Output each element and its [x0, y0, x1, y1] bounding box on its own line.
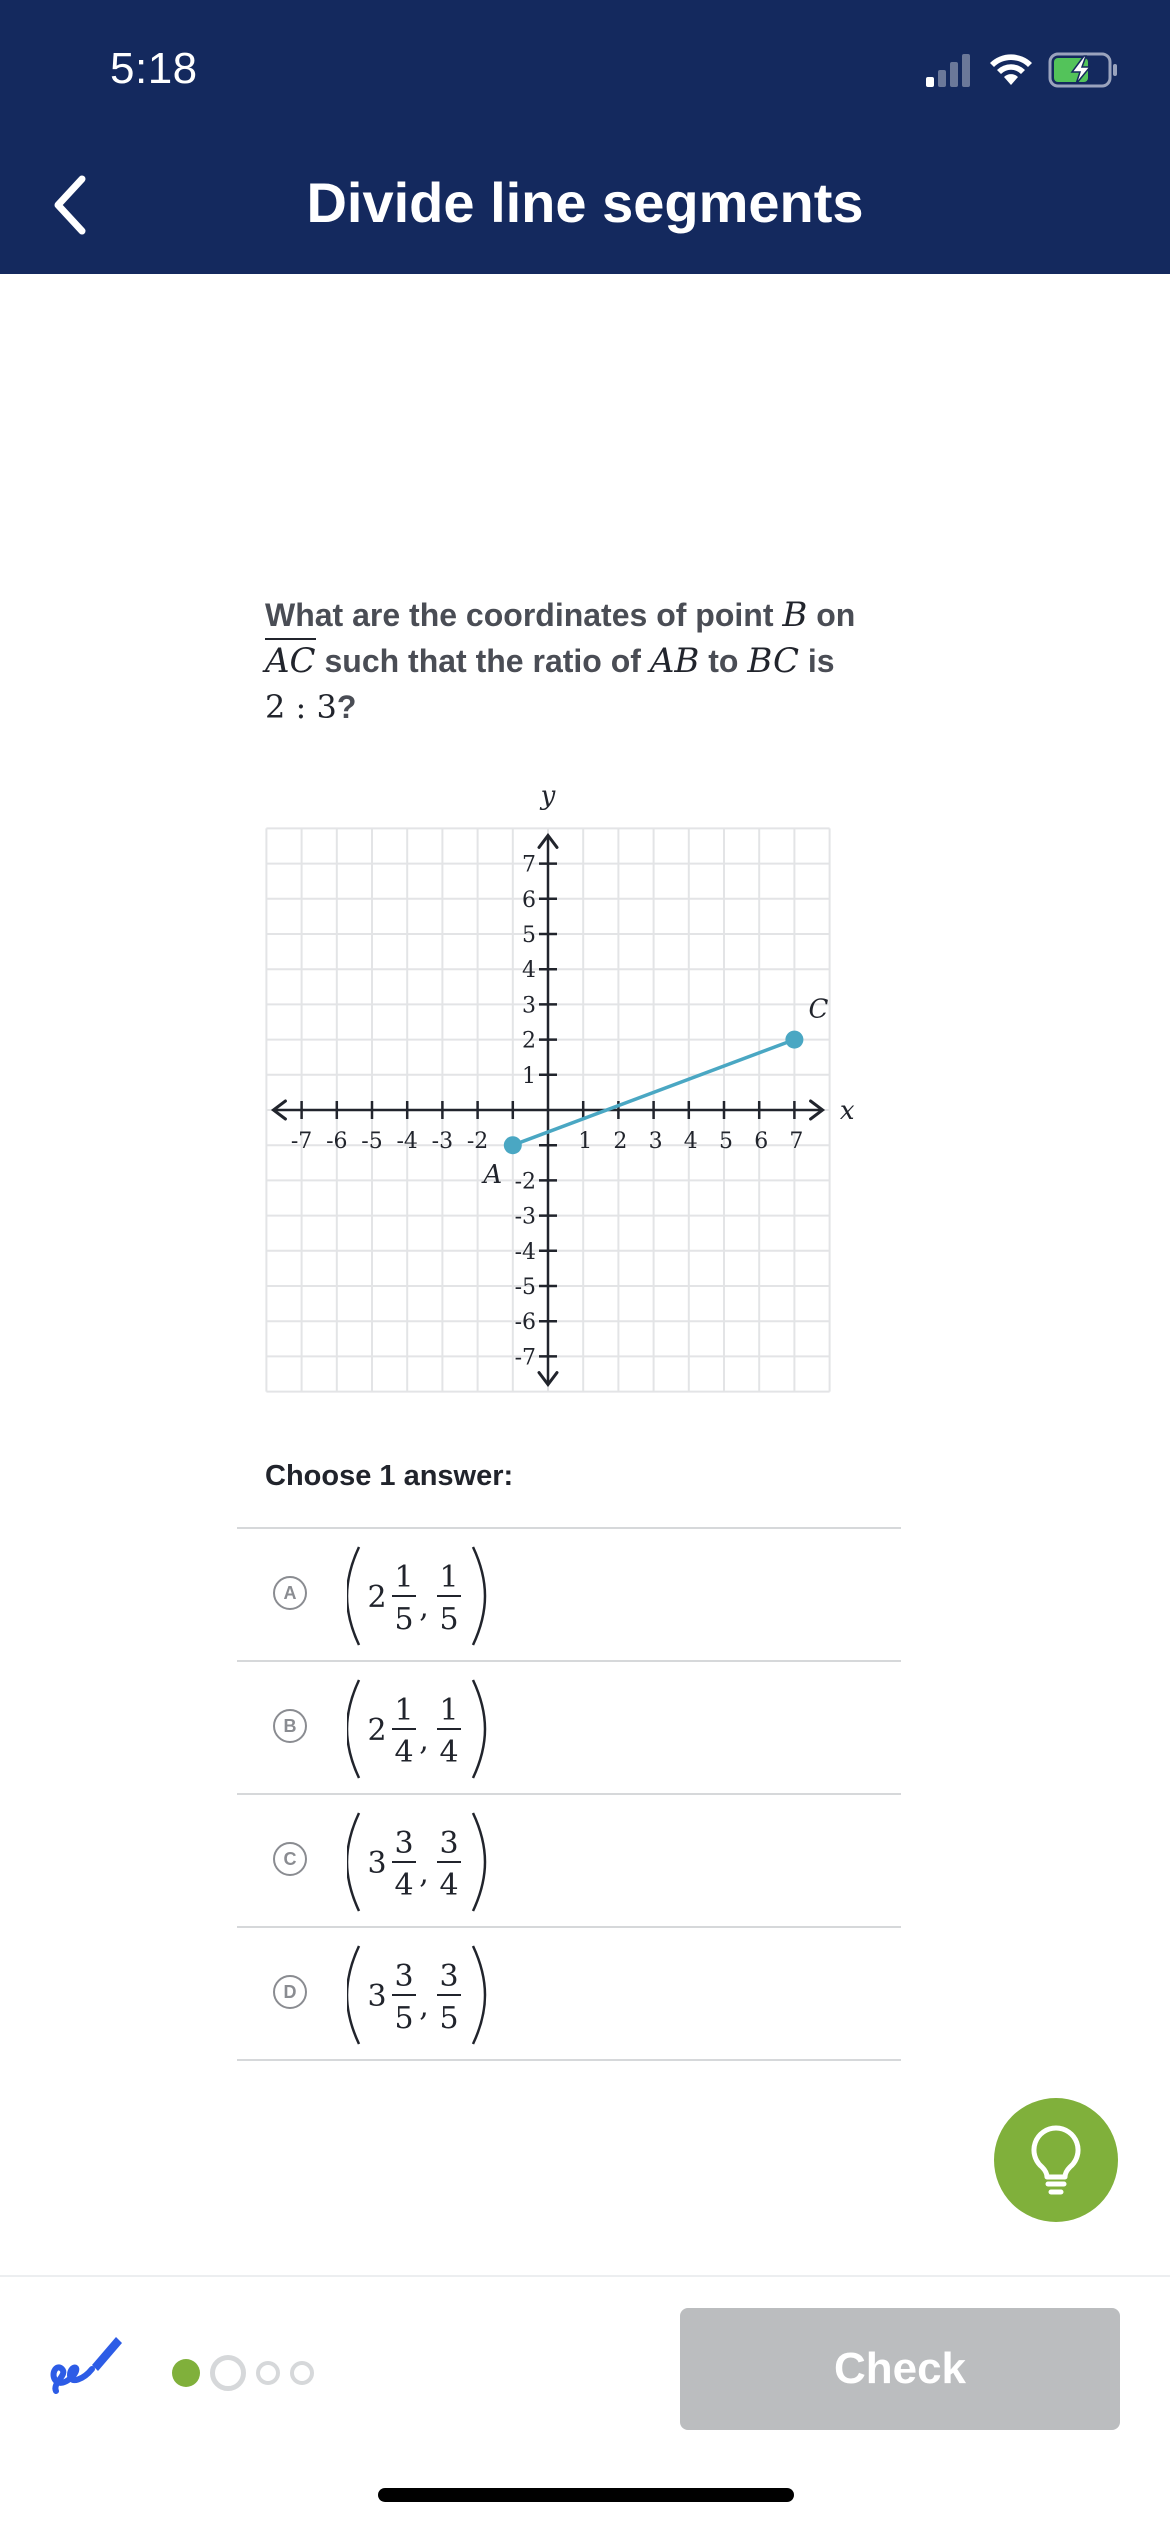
left-paren: [347, 1547, 359, 1645]
right-paren: [473, 1547, 485, 1645]
question-is: is: [807, 643, 835, 679]
frac2-den: 5: [439, 2001, 459, 2036]
comma: ,: [419, 1723, 429, 1758]
y-tick-label: -4: [514, 1239, 536, 1265]
y-tick-label: 4: [522, 958, 536, 984]
frac2-num: 1: [439, 1693, 459, 1728]
left-paren: [347, 1680, 359, 1778]
x-tick-label: 2: [613, 1129, 628, 1154]
y-tick-label: -7: [514, 1345, 536, 1371]
y-tick-label: -2: [514, 1169, 536, 1195]
status-icons: [924, 52, 1118, 88]
check-button[interactable]: Check: [680, 2308, 1120, 2430]
frac1-num: 1: [394, 1693, 414, 1728]
frac2-den: 5: [439, 1602, 459, 1637]
left-paren: [347, 1946, 359, 2044]
progress-dot: [172, 2359, 200, 2387]
point-a: [504, 1136, 522, 1154]
frac1-num: 1: [394, 1560, 414, 1595]
choice-math: [347, 1674, 497, 1784]
coordinate-graph: [260, 780, 880, 1400]
frac2-num: 1: [439, 1560, 459, 1595]
frac1-num: 3: [394, 1959, 414, 1994]
battery-charging-icon: [1048, 52, 1118, 88]
x-tick-label: 5: [719, 1129, 733, 1154]
choice-math: [347, 1807, 497, 1917]
math-point-b: B: [782, 595, 808, 635]
frac1-den: 4: [394, 1735, 414, 1770]
lightbulb-icon: [1026, 2124, 1086, 2196]
frac1-den: 4: [394, 1868, 414, 1903]
frac2-num: 3: [439, 1959, 459, 1994]
choice-letter-badge: A: [273, 1576, 307, 1610]
y-tick-label: -6: [514, 1310, 536, 1336]
frac1-den: 5: [394, 2001, 414, 2036]
answer-choices: [237, 1527, 901, 2061]
right-paren: [473, 1946, 485, 2044]
y-tick-label: 3: [522, 993, 536, 1019]
question-part1: What are the coordinates of point: [265, 597, 774, 633]
answer-choice-b[interactable]: [237, 1662, 901, 1795]
right-paren: [473, 1813, 485, 1911]
mixed-whole: 2: [367, 1580, 387, 1615]
choose-label: Choose 1 answer:: [265, 1460, 514, 1492]
frac2-num: 3: [439, 1826, 459, 1861]
frac1-den: 5: [394, 1602, 414, 1637]
x-tick-label: -3: [431, 1129, 454, 1154]
scratchpad-button[interactable]: [48, 2325, 128, 2410]
y-axis-label: y: [540, 780, 556, 811]
page-title: Divide line segments: [306, 171, 864, 234]
app-header: [0, 0, 1170, 274]
x-tick-label: 4: [683, 1129, 698, 1154]
frac2-den: 4: [439, 1735, 459, 1770]
pencil-scribble-icon: [48, 2325, 128, 2405]
choice-letter-badge: C: [273, 1842, 307, 1876]
choice-letter-badge: D: [273, 1975, 307, 2009]
choice-math: [347, 1940, 497, 2050]
right-paren: [473, 1680, 485, 1778]
question-mark: ?: [336, 689, 357, 725]
status-time: 5:18: [110, 44, 198, 93]
y-tick-label: -3: [514, 1204, 536, 1230]
x-tick-label: 1: [578, 1129, 593, 1154]
hint-button[interactable]: [994, 2098, 1118, 2222]
point-c: [785, 1031, 803, 1049]
y-tick-label: 6: [522, 887, 536, 913]
x-tick-label: 6: [754, 1129, 769, 1154]
x-tick-label: -2: [466, 1129, 489, 1154]
comma: ,: [419, 1989, 429, 2024]
home-indicator: [378, 2488, 794, 2502]
y-tick-label: 2: [522, 1028, 536, 1054]
x-tick-label: 3: [648, 1129, 663, 1154]
answer-choice-c[interactable]: [237, 1795, 901, 1928]
y-tick-label: 1: [522, 1063, 536, 1089]
point-c-label: C: [808, 994, 829, 1025]
math-segment-ac: AC: [265, 638, 316, 681]
question-on: on: [816, 597, 856, 633]
x-tick-label: -7: [290, 1129, 313, 1154]
point-a-label: A: [483, 1160, 503, 1191]
answer-choice-a[interactable]: [237, 1529, 901, 1662]
left-paren: [347, 1813, 359, 1911]
y-tick-label: -5: [514, 1275, 536, 1300]
frac2-den: 4: [439, 1868, 459, 1903]
x-axis-label: x: [839, 1096, 855, 1126]
x-tick-label: -5: [361, 1129, 383, 1154]
y-tick-label: 7: [522, 852, 536, 878]
progress-dot: [290, 2361, 314, 2385]
comma: ,: [419, 1856, 429, 1891]
mixed-whole: 2: [367, 1713, 387, 1748]
mixed-whole: 3: [367, 1979, 387, 2014]
x-tick-label: -4: [396, 1129, 418, 1154]
choice-letter-badge: B: [273, 1709, 307, 1743]
cellular-signal-icon: [924, 53, 974, 87]
progress-dot: [256, 2361, 280, 2385]
choice-math: [347, 1541, 497, 1651]
x-tick-label: -6: [326, 1129, 348, 1154]
math-ratio: 2 : 3: [265, 688, 337, 726]
math-bc: BC: [747, 641, 799, 681]
math-ab: AB: [649, 641, 700, 681]
y-tick-label: 5: [522, 923, 536, 948]
progress-dot: [210, 2355, 246, 2391]
wifi-icon: [988, 53, 1034, 87]
progress-dots: [172, 2355, 314, 2391]
comma: ,: [419, 1590, 429, 1625]
mixed-whole: 3: [367, 1846, 387, 1881]
question-part2: such that the ratio of: [324, 643, 641, 679]
question-text: [265, 592, 885, 730]
x-tick-label: 7: [789, 1129, 804, 1154]
question-to: to: [708, 643, 739, 679]
frac1-num: 3: [394, 1826, 414, 1861]
answer-choice-d[interactable]: [237, 1928, 901, 2061]
